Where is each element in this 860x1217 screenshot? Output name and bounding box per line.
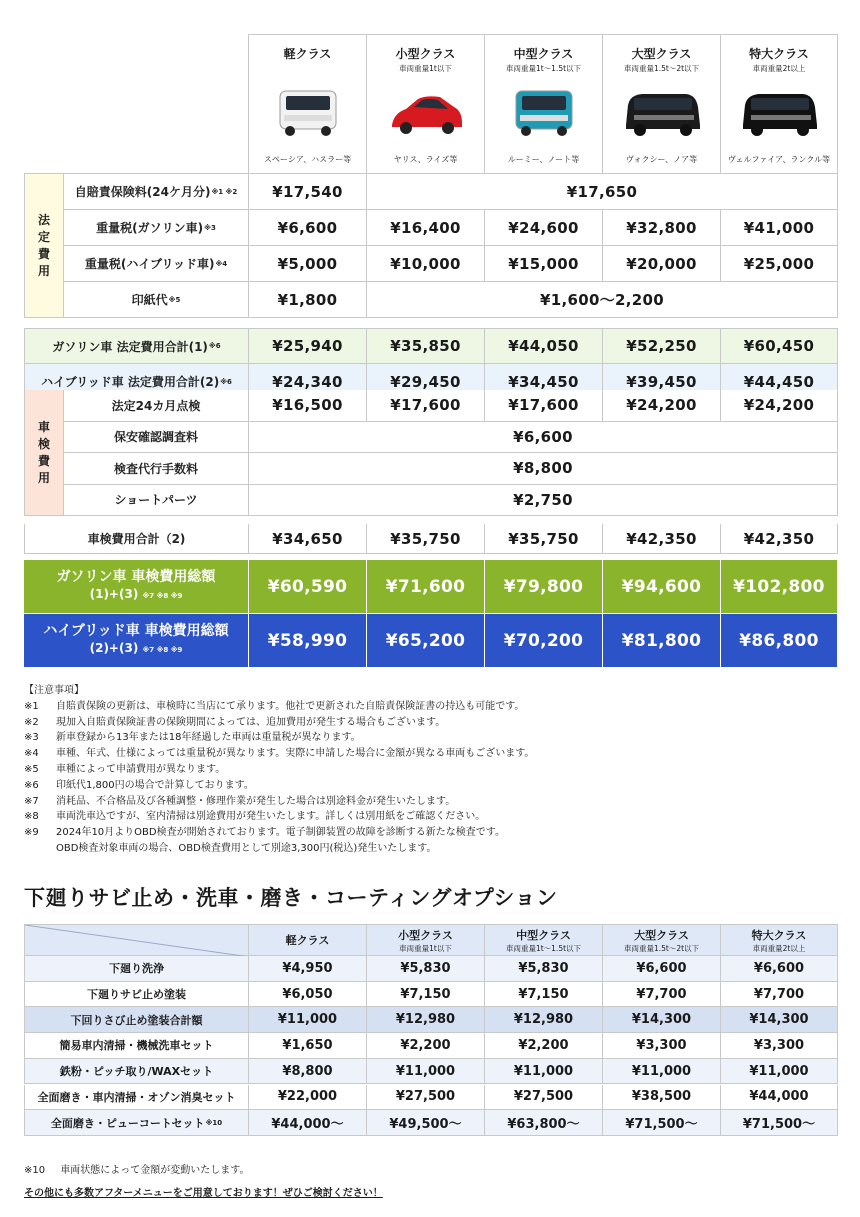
price-cell xyxy=(721,246,838,282)
class-header-2 xyxy=(485,34,603,174)
class-name: 中型クラス xyxy=(513,47,574,61)
class-header-3 xyxy=(603,34,721,174)
price-value: ¥27,500 xyxy=(395,1089,456,1105)
price-value: ¥1,650 xyxy=(282,1037,333,1053)
option-price-cell xyxy=(603,956,721,982)
price-value: ¥42,350 xyxy=(743,529,815,548)
legal-total-label xyxy=(24,328,249,364)
price-cell-merged xyxy=(249,422,838,454)
price-value: ¥38,500 xyxy=(631,1089,692,1105)
row-label-text: ガソリン車 法定費用合計(1) xyxy=(52,339,208,354)
price-cell xyxy=(485,246,603,282)
price-value: ¥44,000 xyxy=(749,1089,809,1105)
grand-total-title: ハイブリッド車 車検費用総額 xyxy=(43,622,229,639)
option-price-cell xyxy=(485,1059,603,1085)
price-value: ¥4,950 xyxy=(282,960,333,976)
price-value: ¥17,600 xyxy=(390,396,461,415)
legal-row-label xyxy=(64,282,249,318)
price-value: ¥35,750 xyxy=(508,529,579,548)
price-cell xyxy=(721,390,838,422)
footnote-text: 車両状態によって金額が変動いたします。 xyxy=(60,1165,250,1176)
class-header-0 xyxy=(249,34,367,174)
row-note-mark: ※4 xyxy=(215,259,228,268)
category-char: 法 xyxy=(37,212,50,227)
note-text: 車種、年式、仕様によっては重量税が異なります。実際に申請した場合に金額が異なる車両もございます。 xyxy=(56,748,535,760)
category-char: 用 xyxy=(37,263,50,278)
class-weight: 車両重量2t以上 xyxy=(752,64,806,73)
option-price-cell xyxy=(249,1110,367,1136)
price-value: ¥6,600 xyxy=(277,218,338,237)
price-value: ¥44,000～ xyxy=(271,1117,344,1133)
row-label-text: 重量税(ハイブリッド車) xyxy=(84,257,215,271)
price-cell xyxy=(721,210,838,246)
option-price-cell xyxy=(603,982,721,1008)
option-price-cell xyxy=(367,1059,485,1085)
price-cell xyxy=(367,390,485,422)
price-value: ¥71,600 xyxy=(385,576,466,597)
price-value: ¥3,300 xyxy=(636,1037,687,1053)
option-price-cell xyxy=(249,956,367,982)
price-value: ¥22,000 xyxy=(277,1089,338,1105)
note-text: 車種によって申請費用が異なります。 xyxy=(56,763,226,775)
price-value: ¥102,800 xyxy=(733,576,825,597)
note-text: 消耗品、不合格品及び各種調整・修理作業が発生した場合は別途料金が発生いたします。 xyxy=(56,795,456,807)
price-value: ¥2,200 xyxy=(518,1037,569,1053)
class-examples: ヤリス、ライズ等 xyxy=(393,155,458,164)
option-price-cell xyxy=(367,1033,485,1059)
options-footnote xyxy=(24,1161,250,1176)
option-row-label xyxy=(24,982,249,1008)
price-value: ¥94,600 xyxy=(621,576,702,597)
price-value: ¥2,750 xyxy=(513,490,573,509)
option-price-cell xyxy=(721,1110,838,1136)
note-item xyxy=(24,715,534,731)
category-char: 車 xyxy=(37,419,50,434)
price-value: ¥5,830 xyxy=(400,960,451,976)
note-item xyxy=(24,699,534,715)
note-text: 印紙代1,800円の場合で計算しております。 xyxy=(56,779,254,791)
price-value: ¥17,650 xyxy=(566,182,638,201)
option-price-cell xyxy=(485,1085,603,1111)
row-label-text: 簡易車内清掃・機械洗車セット xyxy=(59,1039,214,1053)
option-price-cell xyxy=(485,1033,603,1059)
row-note-mark: ※6 xyxy=(208,342,221,350)
price-cell xyxy=(603,524,721,554)
grand-total-label xyxy=(24,560,249,614)
option-price-cell xyxy=(721,1033,838,1059)
row-label-text: ハイブリッド車 法定費用合計(2) xyxy=(41,375,220,389)
note-mark: ※5 xyxy=(24,763,39,775)
closing-message: その他にも多数アフターメニューをご用意しております！ぜひご検討ください！ xyxy=(24,1188,383,1199)
option-price-cell xyxy=(721,982,838,1008)
option-price-cell xyxy=(603,1007,721,1033)
price-value: ¥5,830 xyxy=(518,960,569,976)
note-text: 2024年10月よりOBD検査が開始されております。電子制御装置の故障を診断する新たな検査です。 xyxy=(56,827,506,839)
note-item xyxy=(24,746,534,762)
price-value: ¥24,200 xyxy=(626,396,697,415)
price-value: ¥65,200 xyxy=(385,630,466,651)
note-mark: ※7 xyxy=(24,795,39,807)
option-row-label xyxy=(24,1033,249,1059)
note-item xyxy=(24,778,534,794)
price-cell xyxy=(249,328,367,364)
price-value: ¥14,300 xyxy=(749,1012,809,1028)
price-value: ¥6,050 xyxy=(282,986,333,1002)
price-value: ¥39,450 xyxy=(626,372,697,391)
price-value: ¥12,980 xyxy=(513,1012,574,1028)
grand-total-cell xyxy=(249,614,367,668)
row-note-mark: ※1 ※2 xyxy=(211,187,238,196)
row-note-mark: ※6 xyxy=(220,377,232,386)
price-value: ¥24,200 xyxy=(743,396,815,415)
header-logo-area xyxy=(24,34,249,174)
price-value: ¥81,800 xyxy=(621,630,702,651)
grand-total-cell xyxy=(249,560,367,614)
price-value: ¥11,000 xyxy=(513,1063,574,1079)
price-value: ¥3,300 xyxy=(753,1037,805,1053)
inspection-row-label xyxy=(64,453,249,485)
class-weight: 車両重量2t以上 xyxy=(752,943,806,953)
price-cell xyxy=(367,210,485,246)
options-title: 下廻りサビ止め・洗車・磨き・コーティングオプション xyxy=(24,886,558,910)
note-mark: ※6 xyxy=(24,779,39,791)
option-price-cell xyxy=(721,1059,838,1085)
option-price-cell xyxy=(485,956,603,982)
class-examples: ルーミー、ノート等 xyxy=(507,155,580,164)
row-label-text: 全面磨き・車内清掃・オゾン消臭セット xyxy=(37,1090,236,1104)
price-cell xyxy=(485,390,603,422)
price-value: ¥8,800 xyxy=(282,1063,333,1079)
grand-total-cell xyxy=(721,560,838,614)
price-value: ¥79,800 xyxy=(503,576,584,597)
price-cell xyxy=(367,328,485,364)
note-mark: ※2 xyxy=(24,716,39,728)
option-price-cell xyxy=(485,982,603,1008)
category-char: 検 xyxy=(37,436,50,451)
note-item xyxy=(24,794,534,810)
price-cell xyxy=(485,328,603,364)
inspection-row-label xyxy=(64,422,249,454)
grand-total-notes: ※7 ※8 ※9 xyxy=(142,591,183,600)
class-header-4 xyxy=(721,34,838,174)
row-label-text: 法定24カ月点検 xyxy=(111,398,201,413)
price-cell-merged xyxy=(249,485,838,517)
options-class-header-3 xyxy=(603,924,721,956)
price-value: ¥32,800 xyxy=(626,218,697,237)
price-value: ¥17,600 xyxy=(508,396,579,415)
car-image-icon xyxy=(502,85,586,139)
note-text: OBD検査対象車両の場合、OBD検査費用として別途3,300円(税込)発生いたします。 xyxy=(56,842,437,854)
price-value: ¥1,600～2,200 xyxy=(540,291,664,309)
note-mark xyxy=(24,841,56,857)
price-cell xyxy=(485,524,603,554)
option-row-label xyxy=(24,1007,249,1033)
class-name: 軽クラス xyxy=(285,934,330,947)
inspection-row-label xyxy=(64,485,249,517)
grand-total-cell xyxy=(603,614,721,668)
price-value: ¥60,590 xyxy=(267,576,348,597)
row-label-text: 全面磨き・ピューコートセット xyxy=(50,1116,205,1130)
option-price-cell xyxy=(249,1007,367,1033)
class-name: 大型クラス xyxy=(631,47,692,61)
class-name: 小型クラス xyxy=(398,928,453,942)
row-label-text: 下回りさび止め塗装合計額 xyxy=(70,1013,203,1027)
option-price-cell xyxy=(603,1059,721,1085)
option-price-cell xyxy=(721,1085,838,1111)
grand-total-cell xyxy=(367,614,485,668)
price-cell xyxy=(603,210,721,246)
price-value: ¥42,350 xyxy=(626,529,697,548)
grand-total-title: ガソリン車 車検費用総額 xyxy=(56,568,216,585)
option-row-label xyxy=(24,1085,249,1111)
class-name: 中型クラス xyxy=(516,928,571,942)
price-value: ¥15,000 xyxy=(508,254,579,273)
price-value: ¥29,450 xyxy=(390,372,461,391)
notes-section xyxy=(24,683,534,857)
option-row-label xyxy=(24,956,249,982)
grand-total-cell xyxy=(485,560,603,614)
price-value: ¥14,300 xyxy=(631,1012,692,1028)
price-value: ¥86,800 xyxy=(739,630,819,651)
note-mark: ※1 xyxy=(24,700,39,712)
price-cell xyxy=(249,210,367,246)
option-price-cell xyxy=(367,1007,485,1033)
note-mark: ※4 xyxy=(24,748,39,760)
diagonal-line-icon xyxy=(25,925,250,957)
class-name: 軽クラス xyxy=(283,47,332,61)
class-weight: 車両重量1.5t～2t以下 xyxy=(623,943,700,953)
class-name: 小型クラス xyxy=(395,47,456,61)
option-row-label xyxy=(24,1110,249,1136)
price-value: ¥24,600 xyxy=(508,218,579,237)
price-value: ¥16,400 xyxy=(390,218,461,237)
price-value: ¥70,200 xyxy=(503,630,584,651)
price-value: ¥7,700 xyxy=(636,986,687,1002)
category-legal xyxy=(24,174,64,318)
inspection-total-label xyxy=(24,524,249,554)
class-examples: ヴェルファイア、ランクル等 xyxy=(727,155,831,164)
price-value: ¥27,500 xyxy=(513,1089,574,1105)
option-price-cell xyxy=(603,1085,721,1111)
row-note-mark: ※10 xyxy=(205,1118,223,1127)
price-value: ¥5,000 xyxy=(277,254,338,273)
options-class-header-1 xyxy=(367,924,485,956)
price-cell-merged xyxy=(249,453,838,485)
category-char: 費 xyxy=(37,453,50,468)
grand-total-cell xyxy=(603,560,721,614)
options-class-header-2 xyxy=(485,924,603,956)
option-price-cell xyxy=(249,1033,367,1059)
options-class-header-4 xyxy=(721,924,838,956)
option-price-cell xyxy=(603,1033,721,1059)
price-value: ¥7,700 xyxy=(753,986,805,1002)
price-value: ¥44,450 xyxy=(743,372,815,391)
price-cell xyxy=(603,390,721,422)
option-price-cell xyxy=(485,1007,603,1033)
price-value: ¥7,150 xyxy=(400,986,451,1002)
price-cell xyxy=(249,246,367,282)
price-value: ¥60,450 xyxy=(743,337,815,355)
row-label-text: ショートパーツ xyxy=(114,493,198,508)
grand-total-label xyxy=(24,614,249,668)
grand-total-cell xyxy=(721,614,838,668)
note-text: 自賠責保険の更新は、車検時に当店にて承ります。他社で更新された自賠責保険証書の持込も可能です。 xyxy=(56,700,525,712)
option-price-cell xyxy=(367,982,485,1008)
price-value: ¥34,450 xyxy=(508,372,579,391)
option-price-cell xyxy=(485,1110,603,1136)
price-cell xyxy=(367,524,485,554)
legal-row-label xyxy=(64,174,249,210)
price-value: ¥17,540 xyxy=(272,182,343,201)
price-value: ¥49,500～ xyxy=(389,1117,462,1133)
class-examples: ヴォクシー、ノア等 xyxy=(625,155,698,164)
price-value: ¥71,500～ xyxy=(742,1117,816,1133)
class-examples: スペーシア、ハスラー等 xyxy=(263,155,352,164)
note-mark: ※3 xyxy=(24,732,39,744)
category-char: 定 xyxy=(37,229,50,244)
price-value: ¥11,000 xyxy=(749,1063,809,1079)
grand-total-cell xyxy=(367,560,485,614)
class-weight: 車両重量1t～1.5t以下 xyxy=(505,64,582,73)
car-image-icon xyxy=(737,85,821,139)
note-mark: ※8 xyxy=(24,811,39,823)
option-price-cell xyxy=(721,956,838,982)
category-inspection xyxy=(24,390,64,516)
row-label-text: 鉄粉・ピッチ取り/WAXセット xyxy=(59,1065,214,1079)
options-class-header-0 xyxy=(249,924,367,956)
price-value: ¥25,000 xyxy=(743,254,815,273)
price-cell xyxy=(603,246,721,282)
price-value: ¥11,000 xyxy=(395,1063,456,1079)
price-value: ¥1,800 xyxy=(277,290,338,309)
row-label-text: 保安確認調査料 xyxy=(113,430,198,445)
grand-total-notes: ※7 ※8 ※9 xyxy=(142,645,183,654)
price-value: ¥35,850 xyxy=(390,337,461,355)
note-item xyxy=(24,730,534,746)
class-weight: 車両重量1t以下 xyxy=(399,64,452,73)
option-price-cell xyxy=(249,1085,367,1111)
note-text: 新車登録から13年または18年経過した車両は重量税が異なります。 xyxy=(56,732,361,744)
note-item xyxy=(24,825,534,841)
price-value: ¥8,800 xyxy=(513,459,573,478)
row-label-text: 下廻りサビ止め塗装 xyxy=(87,988,186,1002)
price-cell-merged xyxy=(367,282,838,318)
price-table xyxy=(24,34,838,668)
car-image-icon xyxy=(620,85,704,139)
footnote-mark: ※10 xyxy=(24,1165,46,1176)
car-image-icon xyxy=(266,85,350,139)
option-price-cell xyxy=(367,1110,485,1136)
class-name: 特大クラス xyxy=(749,47,809,61)
price-cell xyxy=(485,210,603,246)
note-text: 現加入自賠責保険証書の保険期間によっては、追加費用が発生する場合もございます。 xyxy=(56,716,446,728)
notes-heading: 【注意事項】 xyxy=(24,685,84,696)
price-cell xyxy=(249,174,367,210)
options-table xyxy=(24,924,838,1149)
option-row-label xyxy=(24,1059,249,1085)
option-price-cell xyxy=(603,1110,721,1136)
price-cell xyxy=(249,390,367,422)
option-price-cell xyxy=(367,956,485,982)
price-value: ¥35,750 xyxy=(390,529,461,548)
price-value: ¥6,600 xyxy=(753,960,805,976)
price-cell xyxy=(721,524,838,554)
legal-row-label xyxy=(64,246,249,282)
price-value: ¥12,980 xyxy=(395,1012,456,1028)
price-value: ¥58,990 xyxy=(267,630,348,651)
price-value: ¥44,050 xyxy=(508,337,579,355)
class-name: 大型クラス xyxy=(634,928,689,942)
price-value: ¥11,000 xyxy=(277,1012,338,1028)
price-cell xyxy=(249,524,367,554)
class-name: 特大クラス xyxy=(751,928,807,942)
category-char: 用 xyxy=(37,470,50,485)
price-value: ¥41,000 xyxy=(743,218,815,237)
note-item xyxy=(24,762,534,778)
class-weight: 車両重量1.5t～2t以下 xyxy=(623,64,700,73)
price-value: ¥24,340 xyxy=(272,372,343,391)
price-cell xyxy=(603,328,721,364)
row-note-mark: ※3 xyxy=(204,223,216,232)
price-value: ¥63,800～ xyxy=(507,1117,580,1133)
option-price-cell xyxy=(249,982,367,1008)
price-cell xyxy=(367,246,485,282)
price-value: ¥20,000 xyxy=(626,254,697,273)
row-label-text: 印紙代 xyxy=(131,293,168,307)
option-price-cell xyxy=(249,1059,367,1085)
price-value: ¥2,200 xyxy=(400,1037,451,1053)
legal-row-label xyxy=(64,210,249,246)
class-weight: 車両重量1t以下 xyxy=(399,943,452,953)
row-label-text: 下廻り洗浄 xyxy=(109,962,164,976)
inspection-row-label xyxy=(64,390,249,422)
price-cell-merged xyxy=(367,174,838,210)
note-item xyxy=(24,809,534,825)
category-char: 費 xyxy=(37,246,50,261)
price-value: ¥16,500 xyxy=(272,396,343,415)
price-value: ¥52,250 xyxy=(626,337,697,355)
price-value: ¥6,600 xyxy=(636,960,687,976)
row-note-mark: ※5 xyxy=(168,295,181,304)
note-text: 車両洗車込ですが、室内清掃は別途費用が発生いたします。詳しくは別用紙をご確認ください。 xyxy=(56,811,486,823)
row-label-text: 自賠責保険料(24ケ月分) xyxy=(74,185,211,199)
price-value: ¥34,650 xyxy=(272,529,343,548)
price-value: ¥6,600 xyxy=(513,427,573,446)
price-value: ¥25,940 xyxy=(272,337,343,355)
price-value: ¥7,150 xyxy=(518,986,569,1002)
options-header-corner xyxy=(24,924,249,956)
price-value: ¥71,500～ xyxy=(625,1117,698,1133)
grand-total-formula: (1)+(3) ※7 ※8 ※9 xyxy=(89,586,183,601)
row-label-text: 検査代行手数料 xyxy=(113,461,198,476)
option-price-cell xyxy=(721,1007,838,1033)
option-price-cell xyxy=(367,1085,485,1111)
class-weight: 車両重量1t～1.5t以下 xyxy=(505,943,582,953)
row-label-text: 車検費用合計（2) xyxy=(87,532,186,546)
class-header-1 xyxy=(367,34,485,174)
price-cell xyxy=(721,328,838,364)
row-label-text: 重量税(ガソリン車) xyxy=(96,221,204,235)
price-value: ¥10,000 xyxy=(390,254,461,273)
price-value: ¥11,000 xyxy=(631,1063,692,1079)
note-mark: ※9 xyxy=(24,827,39,839)
grand-total-cell xyxy=(485,614,603,668)
car-image-icon xyxy=(384,85,468,139)
note-item xyxy=(24,841,534,857)
price-cell xyxy=(249,282,367,318)
grand-total-formula: (2)+(3) ※7 ※8 ※9 xyxy=(89,640,183,655)
